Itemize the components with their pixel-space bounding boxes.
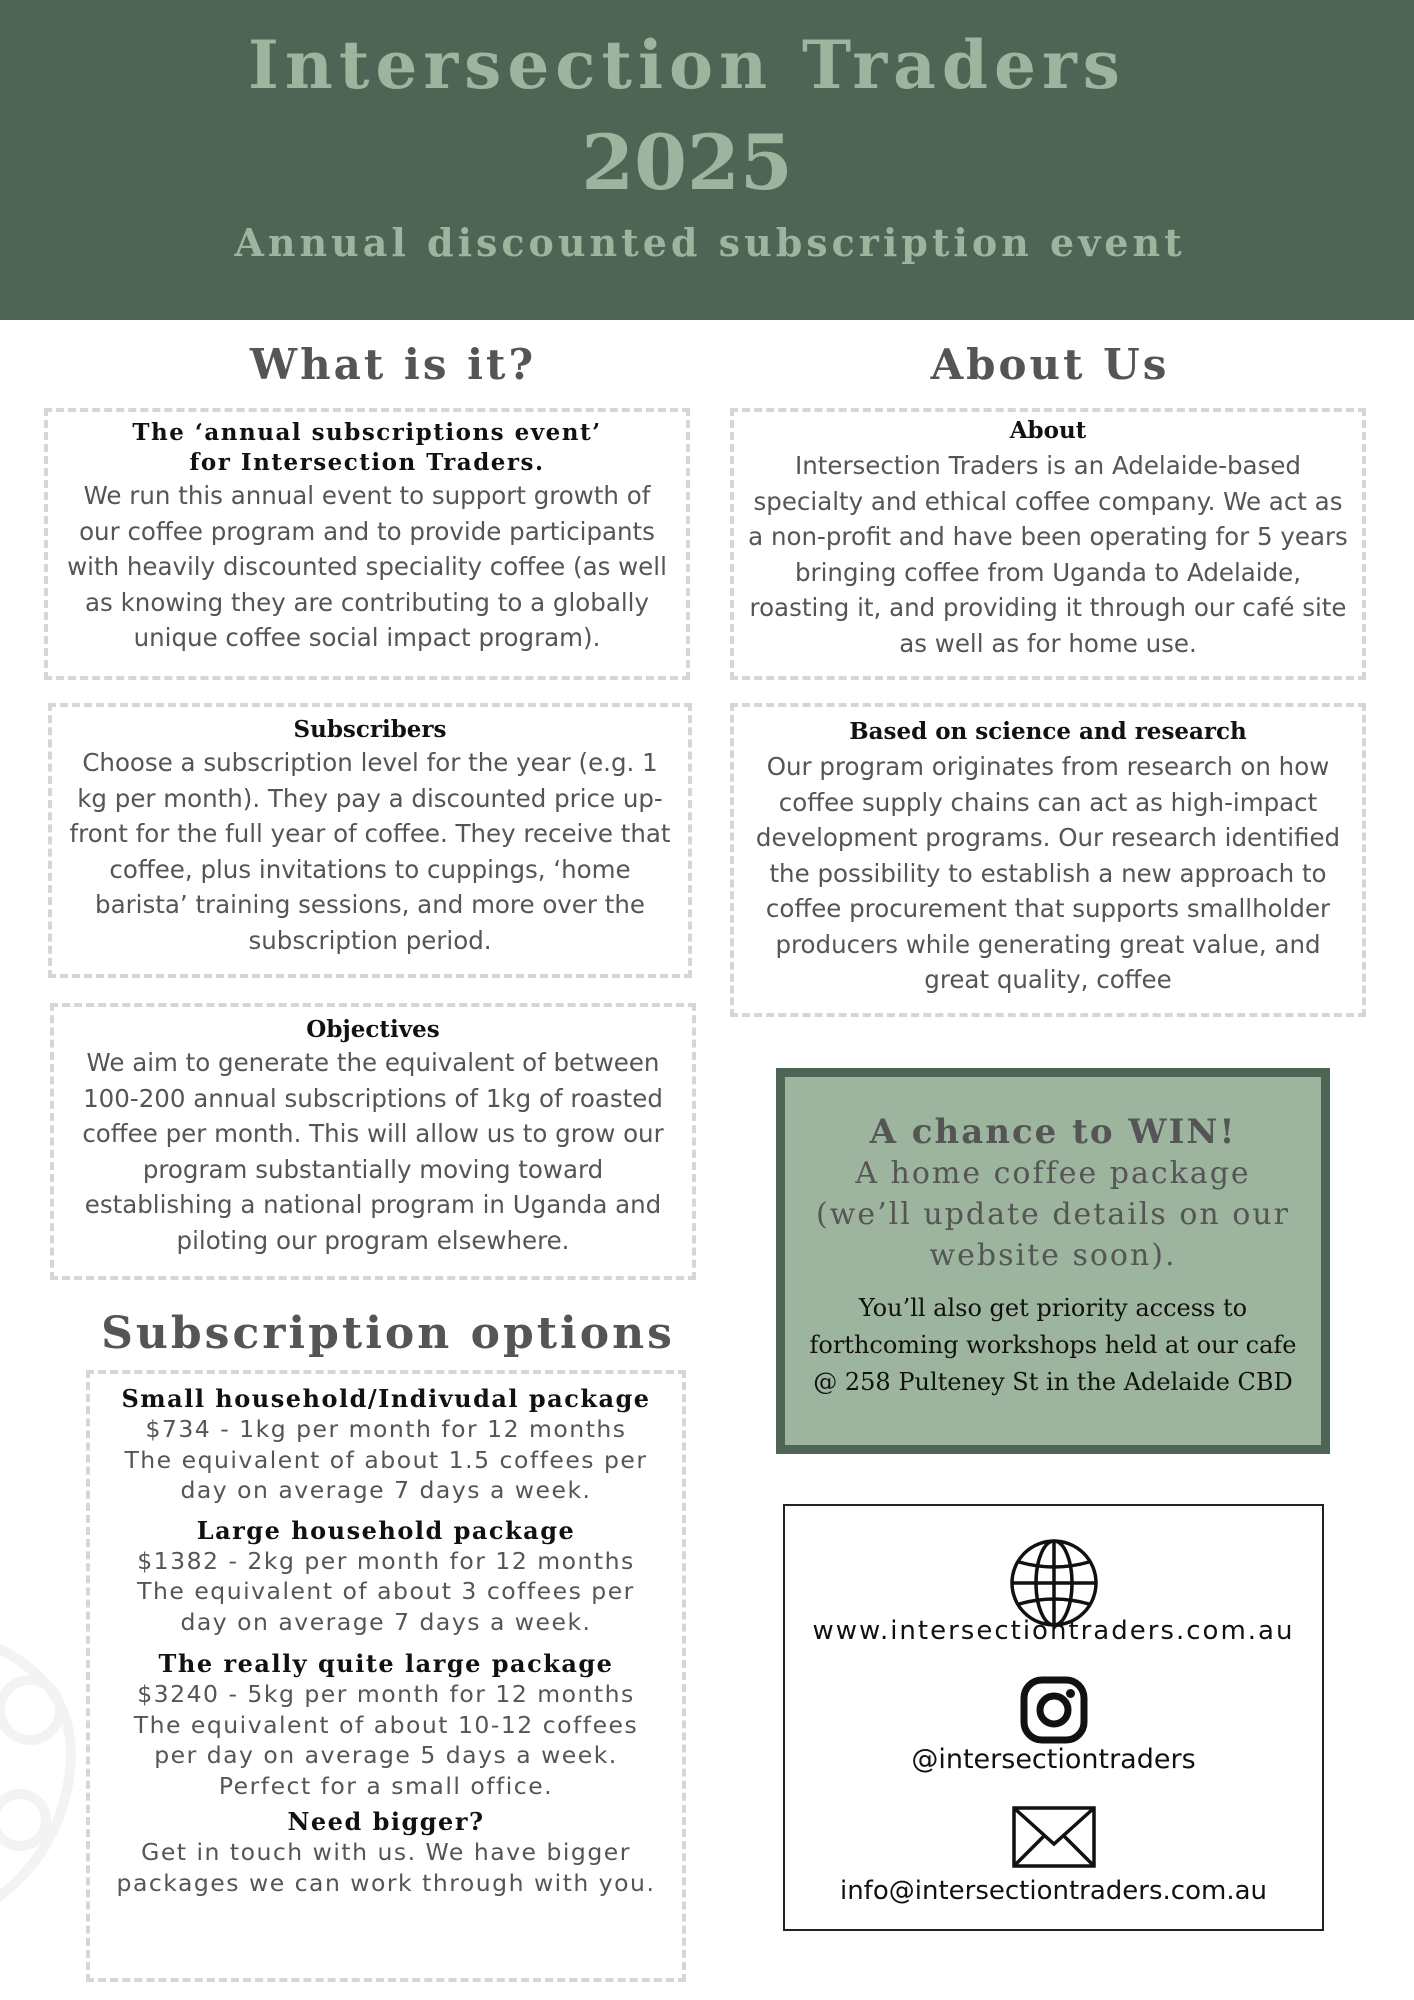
option-price: $3240 - 5kg per month for 12 months xyxy=(137,1680,635,1708)
intro-box xyxy=(44,408,690,680)
contact-box xyxy=(783,1504,1324,1931)
page-subtitle: Annual discounted subscription event xyxy=(234,220,1186,265)
option-description: The equivalent of about 10-12 coffees per day on average 5 days a week. Perfect for a small office. xyxy=(133,1710,639,1800)
science-title: Based on science and research xyxy=(849,718,1247,745)
option-price: $1382 - 2kg per month for 12 months xyxy=(137,1546,635,1575)
header-banner xyxy=(0,0,1414,320)
objectives-title: Objectives xyxy=(306,1016,440,1043)
website-link[interactable]: www.intersectiontraders.com.au xyxy=(812,1616,1295,1646)
option-title: Need bigger? xyxy=(287,1807,485,1836)
about-box xyxy=(730,408,1366,680)
option-small xyxy=(104,1384,668,1506)
option-title: Small household/Indivudal package xyxy=(121,1384,651,1413)
subscription-options-box xyxy=(86,1370,686,1982)
option-title: Large household package xyxy=(196,1515,576,1545)
objectives-body: We aim to generate the equivalent of between 100-200 annual subscriptions of 1kg of roasted coffee per month. This will allow us to grow our program substantially moving toward establishing a national program in Uganda and piloting our program elsewhere. xyxy=(82,1048,664,1255)
page-title: Intersection Traders xyxy=(248,26,1126,104)
leaf-watermark-icon xyxy=(0,1620,100,1920)
science-box xyxy=(730,703,1366,1017)
option-need-bigger xyxy=(104,1807,668,1898)
option-description: Get in touch with us. We have bigger packages we can work through with you. xyxy=(116,1838,656,1897)
objectives-box xyxy=(50,1003,696,1280)
win-title: A chance to WIN! xyxy=(869,1112,1237,1152)
subscribers-body: Choose a subscription level for the year (e.g. 1 kg per month). They pay a discounted price up-front for the full year of coffee. They receive that coffee, plus invitations to cuppings, ‘home barista’ training sessions, and more over the subscription period. xyxy=(69,748,671,955)
mail-icon xyxy=(1012,1806,1096,1868)
about-us-heading: About Us xyxy=(930,340,1170,389)
about-body: Intersection Traders is an Adelaide-based specialty and ethical coffee company. We act as a non-profit and have been operating for 5 years bringing coffee from Uganda to Adelaide, roasting it, and providing it through our café site as well as for home use. xyxy=(748,451,1348,658)
win-panel xyxy=(776,1068,1330,1454)
option-description: The equivalent of about 1.5 coffees per day on average 7 days a week. xyxy=(124,1445,648,1504)
option-large xyxy=(104,1516,668,1638)
about-title: About xyxy=(1009,417,1087,444)
subscribers-title: Subscribers xyxy=(293,716,447,743)
subscription-options-heading: Subscription options xyxy=(101,1308,675,1359)
intro-body: We run this annual event to support growth of our coffee program and to provide participants with heavily discounted speciality coffee (as well as knowing they are contributing to a globally unique coffee social impact program). xyxy=(67,481,667,652)
event-year: 2025 xyxy=(581,118,793,207)
instagram-icon xyxy=(1020,1676,1088,1744)
option-really-large xyxy=(104,1649,668,1801)
science-body: Our program originates from research on how coffee supply chains can act as high-impact development programs. Our research identified the possibility to establish a new approach to coffee procurement that supports smallholder producers while generating great value, and great quality, coffee xyxy=(755,752,1341,994)
email-link[interactable]: info@intersectiontraders.com.au xyxy=(839,1876,1267,1906)
win-prize: A home coffee package (we’ll update details on our website soon). xyxy=(815,1156,1291,1273)
what-is-it-heading: What is it? xyxy=(249,340,537,389)
subscribers-box xyxy=(48,703,692,978)
option-price: $734 - 1kg per month for 12 months xyxy=(145,1415,627,1443)
option-title: The really quite large package xyxy=(158,1649,614,1678)
win-priority: You’ll also get priority access to forthcoming workshops held at our cafe @ 258 Pulteney St in the Adelaide CBD xyxy=(809,1294,1297,1396)
globe-icon xyxy=(1009,1538,1099,1628)
option-description: The equivalent of about 3 coffees per day on average 7 days a week. xyxy=(137,1577,635,1636)
intro-title: The ‘annual subscriptions event’ for Intersection Traders. xyxy=(132,419,602,476)
instagram-link[interactable]: @intersectiontraders xyxy=(911,1744,1196,1775)
